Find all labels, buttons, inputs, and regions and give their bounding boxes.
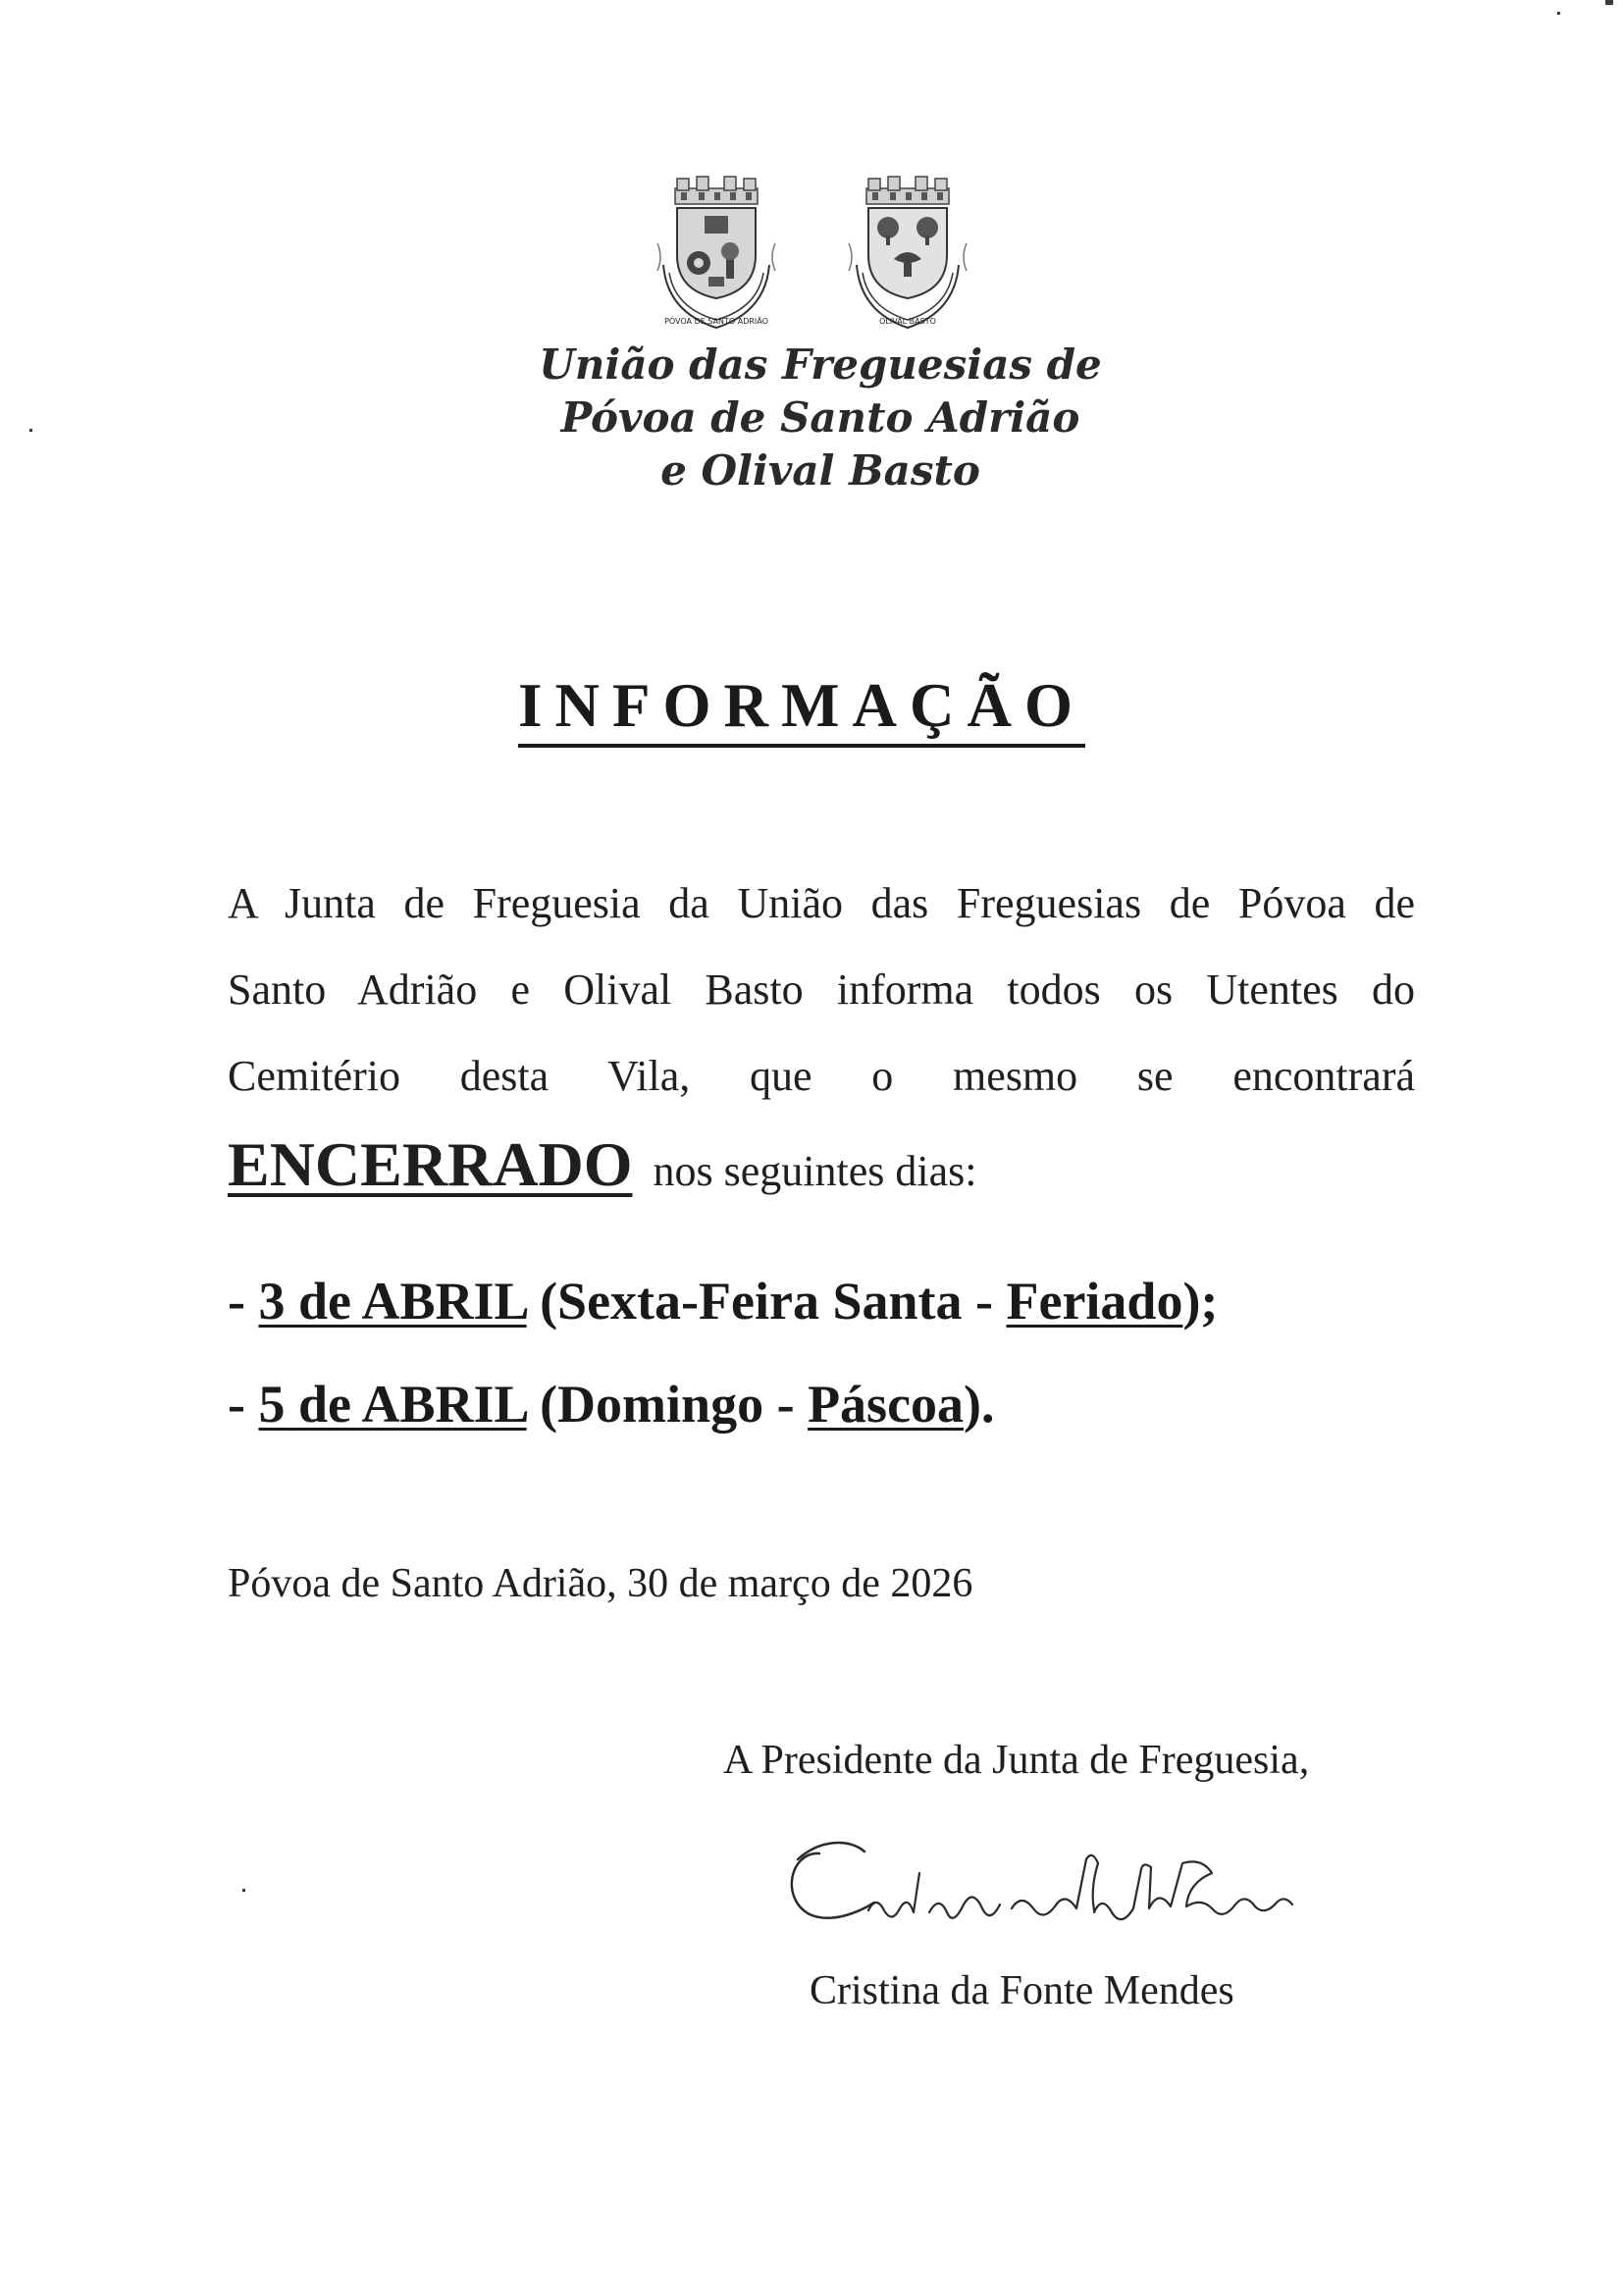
date-prefix: - bbox=[228, 1375, 259, 1434]
organization-name bbox=[0, 339, 1623, 497]
date-close: ). bbox=[964, 1375, 995, 1434]
header-crests bbox=[0, 175, 1623, 341]
body-line: Cemitério desta Vila, que o mesmo se encontrará bbox=[228, 1052, 1415, 1100]
document-heading bbox=[518, 670, 1126, 741]
date-description: (Sexta-Feira Santa - bbox=[526, 1272, 1007, 1331]
closed-notice bbox=[228, 1128, 976, 1201]
svg-text:OLIVAL BASTO: OLIVAL BASTO bbox=[879, 317, 936, 326]
date-description: (Domingo - bbox=[526, 1375, 809, 1434]
organization-name-line: Póvoa de Santo Adrião bbox=[560, 393, 1080, 442]
date-close: ); bbox=[1182, 1272, 1219, 1331]
closure-date: 3 de ABRIL bbox=[258, 1272, 527, 1331]
body-line: A Junta de Freguesia da União das Freguesias de Póvoa de bbox=[228, 879, 1415, 927]
closure-date: 5 de ABRIL bbox=[258, 1375, 527, 1434]
date-note: Páscoa bbox=[808, 1375, 965, 1434]
closure-date-item bbox=[228, 1271, 1218, 1331]
closed-suffix: nos seguintes dias: bbox=[653, 1147, 977, 1195]
closure-date-item bbox=[228, 1374, 995, 1435]
scan-mark bbox=[242, 1889, 245, 1892]
svg-text:PÓVOA DE SANTO ADRIÃO: PÓVOA DE SANTO ADRIÃO bbox=[664, 317, 768, 326]
place-and-date: Póvoa de Santo Adrião, 30 de março de 2026 bbox=[228, 1561, 973, 1606]
date-prefix: - bbox=[228, 1272, 259, 1331]
povoa-de-santo-adriao-coat-of-arms-icon bbox=[648, 175, 785, 337]
body-line: Santo Adrião e Olival Basto informa todos os Utentes do bbox=[228, 965, 1415, 1014]
olival-basto-coat-of-arms-icon bbox=[839, 175, 976, 337]
closed-word: ENCERRADO bbox=[228, 1129, 633, 1199]
signatory-title: A Presidente da Junta de Freguesia, bbox=[723, 1738, 1310, 1783]
scan-mark bbox=[1605, 0, 1613, 5]
scan-mark bbox=[1557, 12, 1560, 15]
signatory-name: Cristina da Fonte Mendes bbox=[810, 1968, 1234, 2013]
heading-text: INFORMAÇÃO bbox=[518, 671, 1085, 748]
organization-name-line: e Olival Basto bbox=[660, 446, 980, 495]
body-paragraph bbox=[228, 861, 1415, 1120]
organization-name-line: União das Freguesias de bbox=[539, 340, 1102, 389]
date-note: Feriado bbox=[1006, 1272, 1183, 1331]
handwritten-signature bbox=[780, 1830, 1369, 1957]
